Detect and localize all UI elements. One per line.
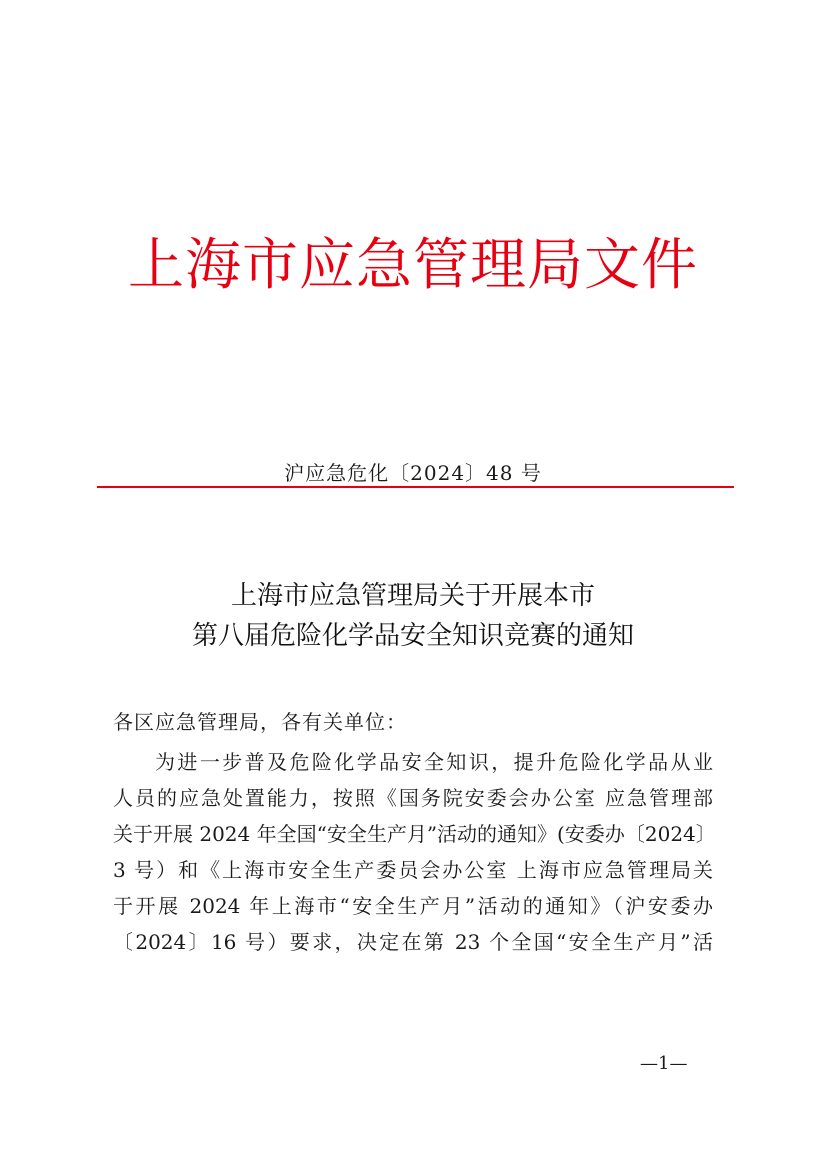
body-line: 为进一步普及危险化学品安全知识，提升危险化学品从业 [155, 750, 713, 774]
document-number: 沪应急危化〔2024〕48 号 [284, 461, 542, 485]
page-number: —1— [640, 1053, 688, 1074]
masthead-title: 上海市应急管理局文件 [128, 233, 698, 298]
body-line: 人员的应急处置能力，按照《国务院安委会办公室 应急管理部 [113, 786, 713, 810]
body-line: 关于开展 2024 年全国“安全生产月”活动的通知》(安委办〔2024〕 [113, 822, 716, 846]
red-divider-line [97, 486, 734, 488]
notice-title-line-2: 第八届危险化学品安全知识竞赛的通知 [191, 621, 634, 651]
notice-title-line-1: 上海市应急管理局关于开展本市 [230, 581, 595, 611]
body-paragraph [113, 744, 716, 960]
salutation: 各区应急管理局，各有关单位： [113, 710, 407, 734]
notice-title [0, 576, 826, 656]
body-line: 于开展 2024 年上海市“安全生产月”活动的通知》（沪安委办 [113, 894, 713, 918]
body-line: 〔2024〕16 号）要求，决定在第 23 个全国“安全生产月”活 [113, 930, 713, 954]
body-line: 3 号）和《上海市安全生产委员会办公室 上海市应急管理局关 [113, 858, 713, 882]
